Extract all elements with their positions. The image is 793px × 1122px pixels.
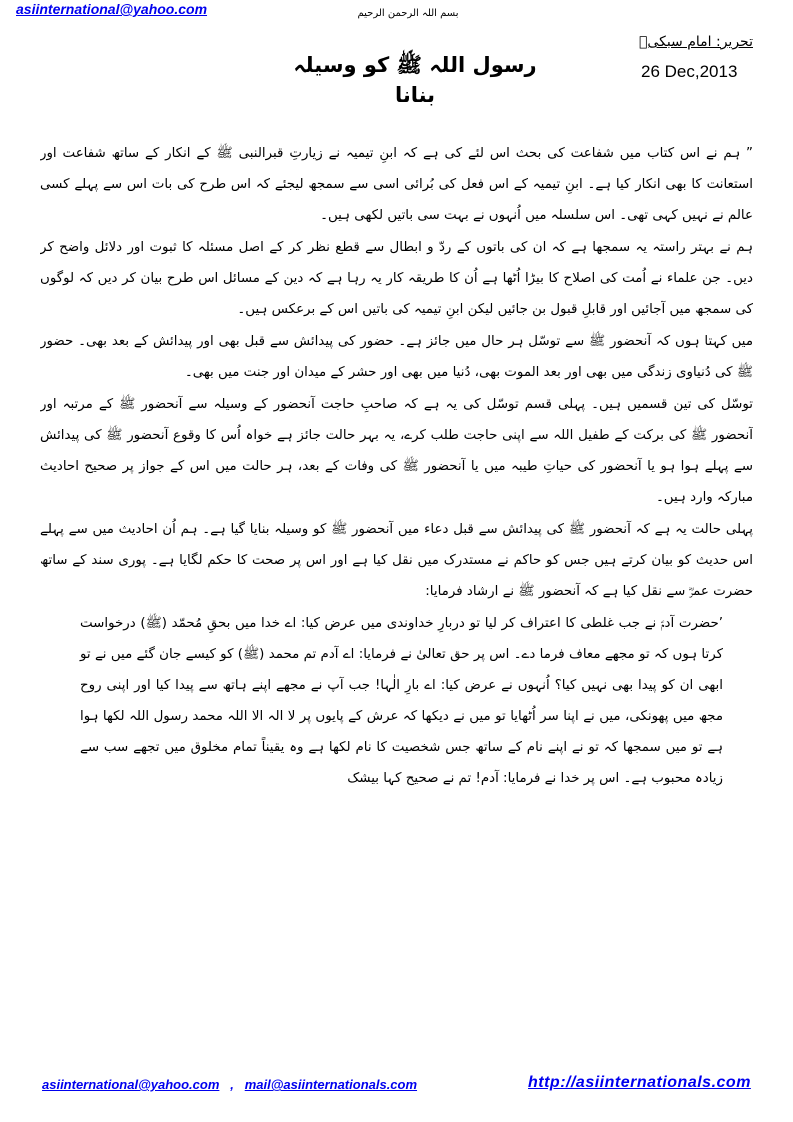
author-line: تحریر: امام سبکیؒ: [639, 34, 753, 50]
header-email-link[interactable]: asiinternational@yahoo.com: [16, 1, 208, 17]
paragraph-approach: ہم نے بہتر راستہ یہ سمجھا ہے کہ ان کی باتوں کے ردّ و ابطال سے قطع نظر کر کے اصل مسئلہ کا ثبوت اور دلائل واضح کر دیں۔ جن علماء نے اُمت کی اصلاح کا بیڑا اُٹھا ہے اُن کا طریقہ کار یہ رہا ہے کہ دین کے مسائل اس طرح بیان کر دیں کہ لوگوں کی سمجھ میں آجائیں اور قابلِ قبول بن جائیں لیکن ابنِ تیمیہ کی باتیں اس کے برعکس ہیں۔: [40, 240, 753, 317]
footer-website-link[interactable]: http://asiinternationals.com: [528, 1074, 751, 1091]
footer-separator: ,: [230, 1077, 234, 1092]
paragraph-intro: ” ہم نے اس کتاب میں شفاعت کی بحث اس لئے کی ہے کہ ابنِ تیمیہ نے زیارتِ قبرالنبی ﷺ کے انکار کے ساتھ شفاعت اور استعانت کا بھی انکار کیا ہے۔ ابنِ تیمیہ کے اس فعل کی بُرائی اسی سے سمجھ لیجئے کہ اس طرح کی بات اس سے پہلے کسی عالم نے نہیں کہی تھی۔ اس سلسلہ میں اُنہوں نے بہت سی باتیں لکھی ہیں۔: [40, 146, 753, 223]
page-title: رسول اللہ ﷺ کو وسیلہ بنانا: [293, 53, 537, 107]
paragraph-first-state: پہلی حالت یہ ہے کہ آنحضور ﷺ کی پیدائش سے قبل دعاء میں آنحضور ﷺ کو وسیلہ بنایا گیا ہے۔ ہم اُن احادیث میں سے پہلے اس حدیث کو بیان کرتے ہیں جس کو حاکم نے مستدرک میں نقل کیا ہے اور اس پر صحت کا حکم لگایا ہے۔ پوری سند کے ساتھ حضرت عمرؓ سے نقل کیا ہے کہ آنحضور ﷺ نے ارشاد فرمایا:: [40, 522, 753, 599]
paragraph-three-types: توسّل کی تین قسمیں ہیں۔ پہلی قسم توسّل کی یہ ہے کہ صاحبِ حاجت آنحضور کے وسیلہ سے آنحضور ﷺ کے مرتبہ اور آنحضور ﷺ کی برکت کے طفیل اللہ سے اپنی حاجت طلب کرے، یہ بہر حالت جائز ہے خواہ اُس کا وقوع آنحضور ﷺ کی پیدائش سے پہلے ہوا ہو یا آنحضور کی حیاتِ طیبہ میں یا آنحضور ﷺ کی وفات کے بعد، ہر حالت میں اس کے جواز پر صحیح احادیث مبارکہ وارد ہیں۔: [40, 397, 753, 505]
bismillah-heading: بسم اللہ الرحمن الرحیم: [357, 8, 459, 19]
article-body: [40, 138, 753, 1068]
hadith-quote: ’حضرت آدمؑ نے جب غلطی کا اعتراف کر لیا تو دربارِ خداوندی میں عرض کیا: اے خدا میں بحقِ مُحمّد (ﷺ) درخواست کرتا ہوں کہ تو مجھے معاف فرما دے۔ اس پر حق تعالیٰ نے فرمایا: اے آدم تم محمد (ﷺ) کو کیسے جان گئے میں نے تو ابھی ان کو پیدا بھی نہیں کیا؟ اُنہوں نے عرض کیا: اے بارِ الٰہا! جب آپ نے مجھے اپنے ہاتھ سے پیدا کیا اور اپنی روح مجھ میں پھونکی، میں نے اپنا سر اُٹھایا تو میں نے دیکھا کہ عرش کے پایوں پر لا الہ الا اللہ محمد رسول اللہ لکھا ہوا ہے تو میں سمجھا کہ تو نے اپنے نام کے ساتھ جس شخصیت کا نام لکھا ہے وہ یقیناً تمام مخلوق میں تجھے سب سے زیادہ محبوب ہے۔ اس پر خدا نے فرمایا: آدم! تم نے صحیح کہا بیشک: [80, 616, 723, 786]
footer-email-yahoo-link[interactable]: asiinternational@yahoo.com: [42, 1077, 220, 1092]
footer-email-mail-link[interactable]: mail@asiinternationals.com: [244, 1077, 418, 1092]
footer-emails: [42, 1077, 417, 1092]
article-date: 26 Dec,2013: [641, 62, 738, 81]
paragraph-tawassul-claim: میں کہتا ہوں کہ آنحضور ﷺ سے توسّل ہر حال میں جائز ہے۔ حضور کی پیدائش سے قبل بھی اور پیدائش کے بعد بھی۔ حضور ﷺ کی دُنیاوی زندگی میں بھی اور بعد الموت بھی، دُنیا میں بھی اور حشر کے میدان اور جنت میں بھی۔: [40, 334, 753, 380]
